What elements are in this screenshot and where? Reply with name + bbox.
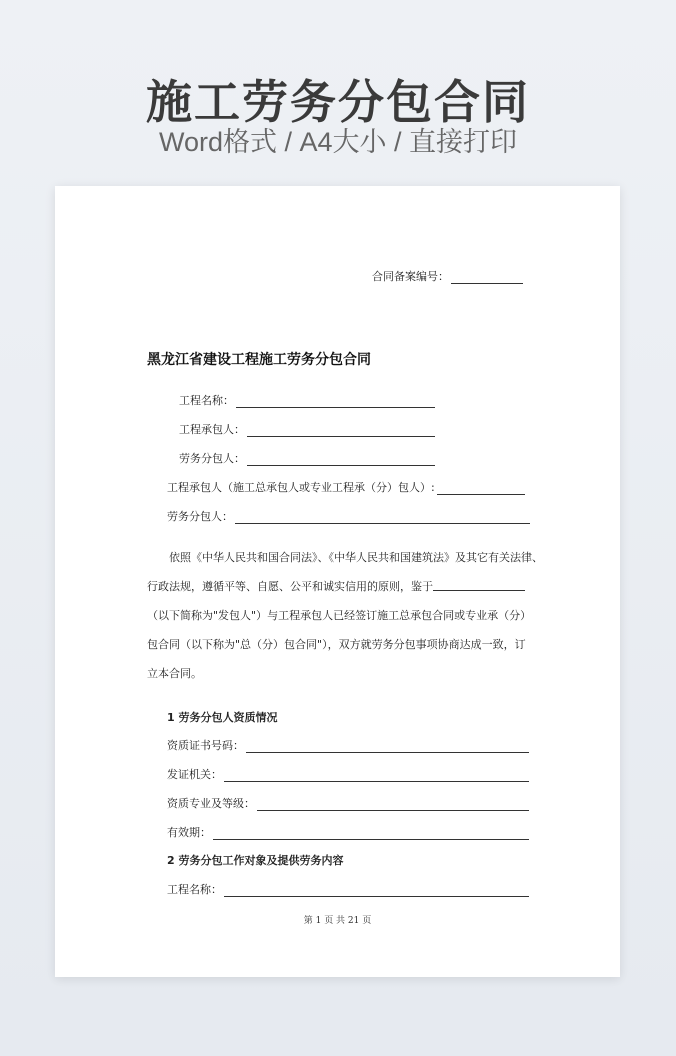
field-line <box>437 482 525 495</box>
banner-subtitle: Word格式 / A4大小 / 直接打印 <box>158 127 518 157</box>
field-line <box>224 884 529 897</box>
field-label: 工程承包人（施工总承包人或专业工程承（分）包人）: <box>167 481 435 494</box>
field-line <box>246 740 529 753</box>
field-label: 工程名称： <box>167 883 222 896</box>
field-line <box>247 453 435 466</box>
field-labor-subcontractor-2 <box>167 508 530 524</box>
field-label: 劳务分包人： <box>179 452 245 465</box>
section-2-heading: 2 劳务分包工作对象及提供劳务内容 <box>167 854 344 867</box>
field-line <box>247 424 435 437</box>
intro-line: 包合同（以下称为"总（分）包合同"），双方就劳务分包事项协商达成一致，订 <box>147 638 526 651</box>
field-contractor-full <box>167 479 525 495</box>
intro-line <box>147 572 529 601</box>
field-line <box>235 511 530 524</box>
intro-line: 依照《中华人民共和国合同法》、《中华人民共和国建筑法》及其它有关法律、 <box>169 551 543 564</box>
field-line <box>213 827 529 840</box>
field-label: 工程名称： <box>179 394 234 407</box>
field-validity <box>167 824 529 840</box>
field-label: 有效期： <box>167 826 211 839</box>
field-project-name-2 <box>167 881 529 897</box>
field-qualification-grade <box>167 795 529 811</box>
page-footer: 第 1 页 共 21 页 <box>303 916 372 926</box>
contract-title: 黑龙江省建设工程施工劳务分包合同 <box>147 352 371 368</box>
intro-line: 立本合同。 <box>147 667 202 680</box>
field-labor-subcontractor <box>179 450 435 466</box>
field-label: 发证机关： <box>167 768 222 781</box>
document-page <box>55 186 620 977</box>
field-label: 劳务分包人： <box>167 510 233 523</box>
document-content <box>55 186 620 977</box>
field-cert-number <box>167 737 529 753</box>
field-contractor <box>179 421 435 437</box>
intro-paragraph <box>147 543 543 688</box>
blank-line <box>433 578 525 591</box>
filing-number <box>372 268 523 284</box>
field-label: 工程承包人： <box>179 423 245 436</box>
filing-number-label: 合同备案编号： <box>372 270 449 283</box>
field-line <box>224 769 529 782</box>
field-project-name <box>179 392 435 408</box>
field-line <box>257 798 529 811</box>
banner-title: 施工劳务分包合同 <box>146 75 530 129</box>
section-1-heading: 1 劳务分包人资质情况 <box>167 711 278 724</box>
field-issuing-authority <box>167 766 529 782</box>
intro-line-text: 行政法规，遵循平等、自愿、公平和诚实信用的原则，鉴于 <box>147 580 433 593</box>
field-label: 资质证书号码： <box>167 739 244 752</box>
filing-number-line <box>451 271 523 284</box>
field-label: 资质专业及等级： <box>167 797 255 810</box>
intro-line: （以下简称为"发包人"）与工程承包人已经签订施工总承包合同或专业承（分） <box>147 609 532 622</box>
field-line <box>236 395 435 408</box>
